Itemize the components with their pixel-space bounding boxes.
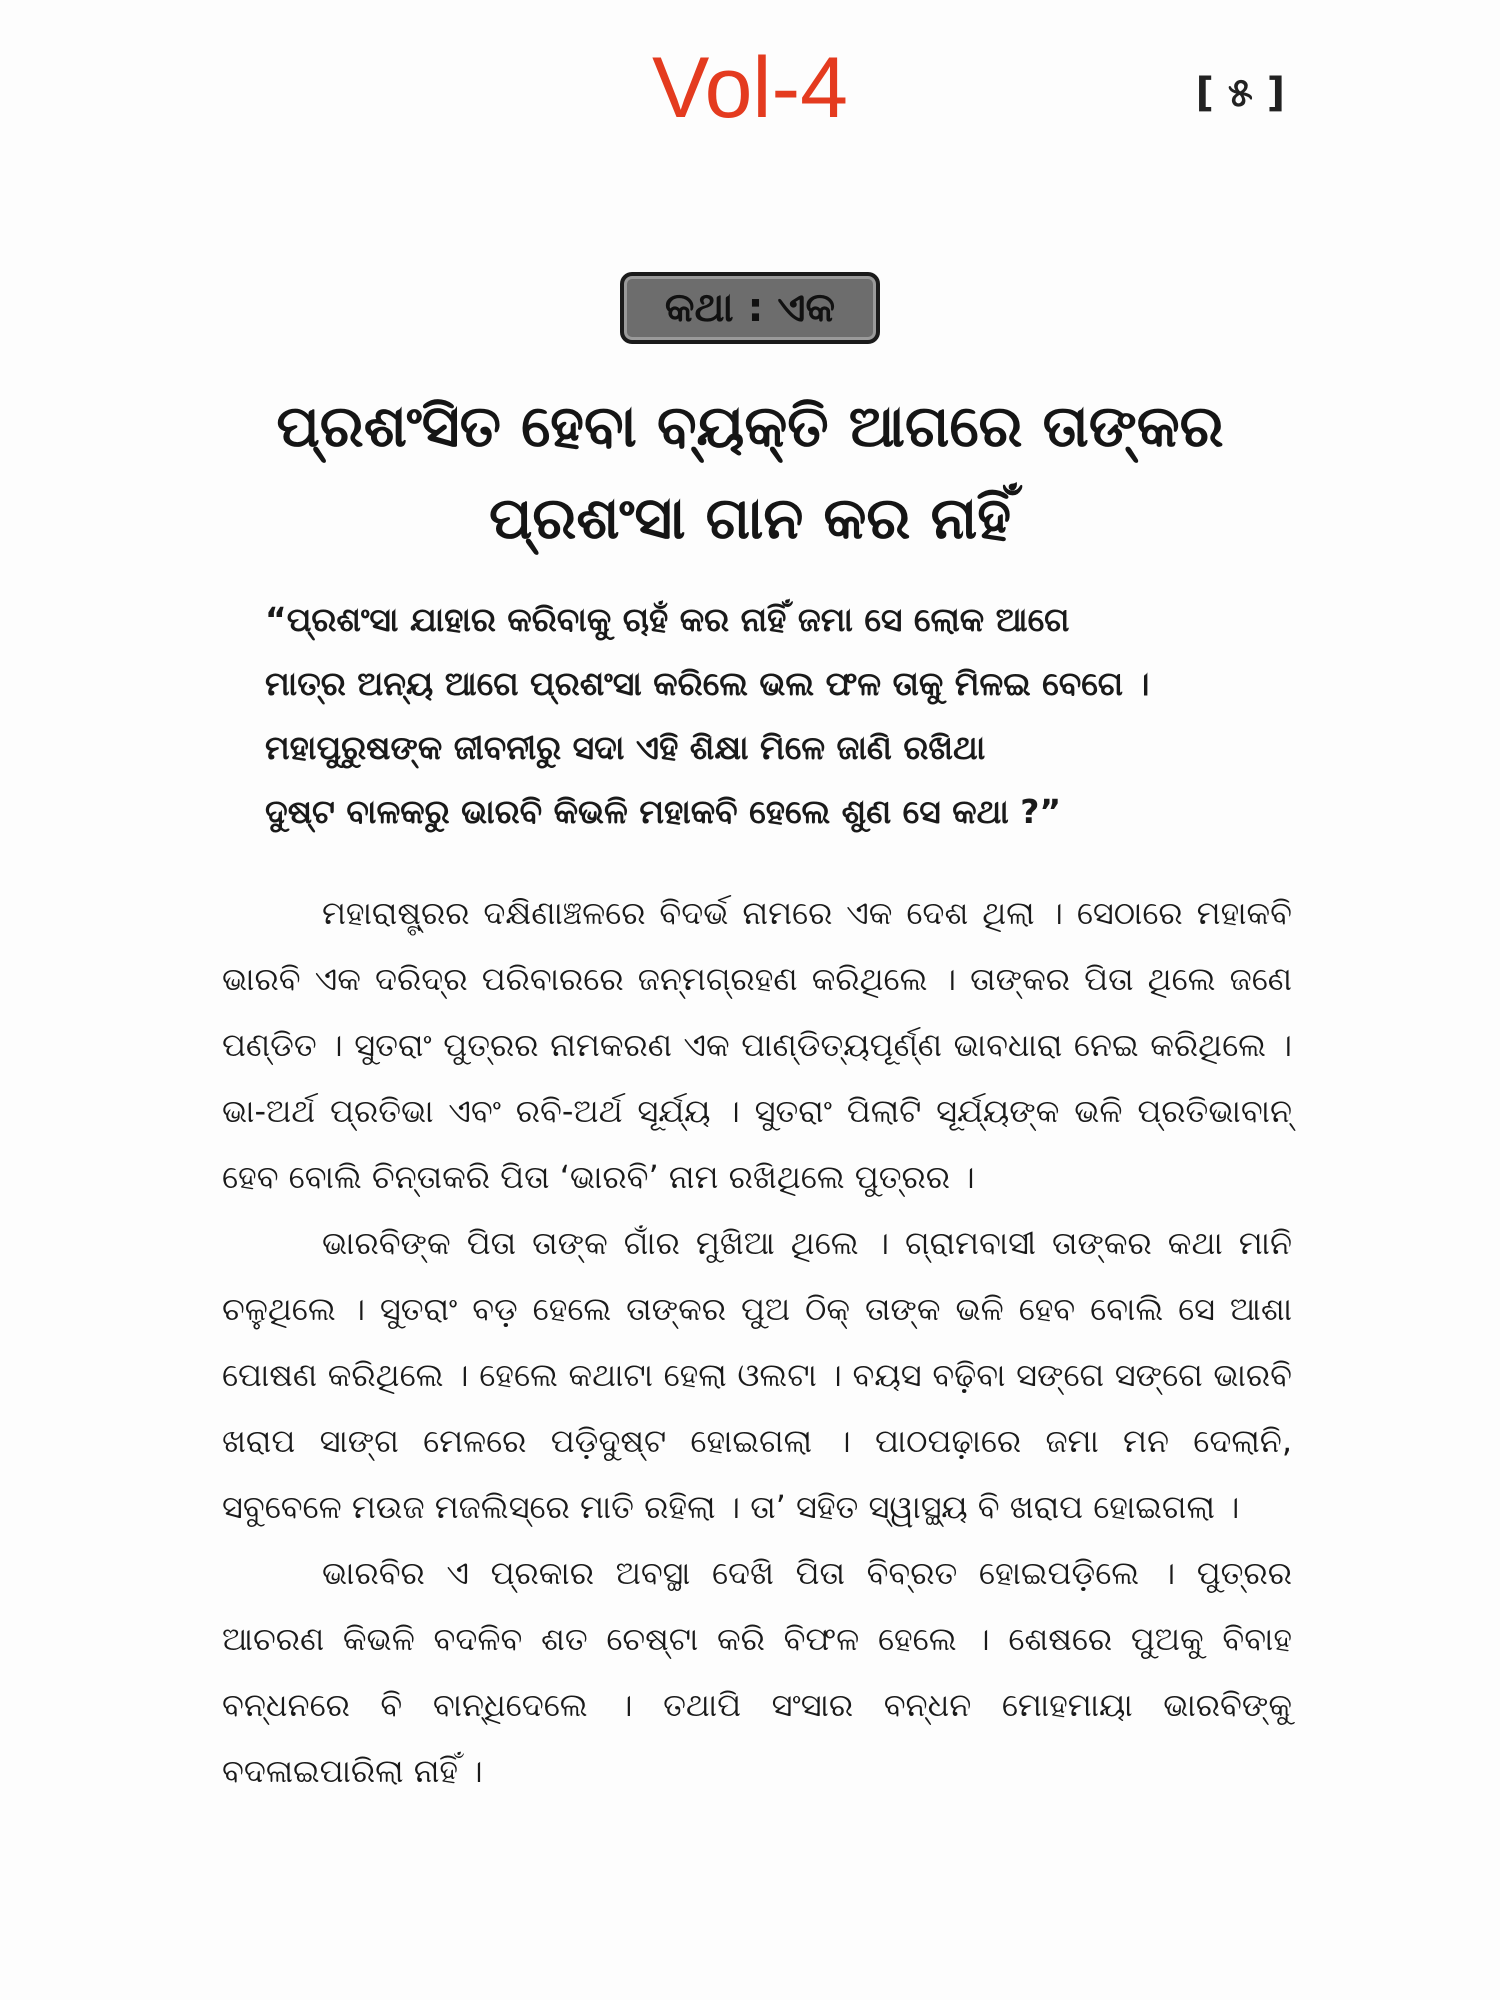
page-number: [ ୫ ] [1195, 70, 1285, 116]
volume-label: Vol-4 [651, 40, 849, 136]
verse-line: “ପ୍ରଶଂସା ଯାହାର କରିବାକୁ ଚାହଁ କର ନାହିଁ ଜମା ସେ ଲୋକ ଆଗେ [265, 600, 1070, 639]
story-title-line-1: ପ୍ରଶଂସିତ ହେବା ବ୍ୟକ୍ତି ଆଗରେ ତାଙ୍କର [276, 392, 1224, 460]
verse-line: ଦୁଷ୍ଟ ବାଳକରୁ ଭାରବି କିଭଳି ମହାକବି ହେଲେ ଶୁଣ ସେ କଥା ?” [265, 792, 1062, 831]
paragraph: ଭାରବିଙ୍କ ପିତା ତାଙ୍କ ଗାଁର ମୁଖିଆ ଥିଲେ । ଗ୍ରାମବାସୀ ତାଙ୍କର କଥା ମାନି ଚଳୁଥିଲେ । ସୁତରାଂ ବଡ଼ ହେଲେ ତାଙ୍କର ପୁଅ ଠିକ୍ ତାଙ୍କ ଭଳି ହେବ ବୋଲି ସେ ଆଶା ପୋଷଣ କରିଥିଲେ । ହେଲେ କଥାଟା ହେଲା ଓଲଟା । ବୟସ ବଢ଼ିବା ସଙ୍ଗେ ସଙ୍ଗେ ଭାରବି ଖରାପ ସାଙ୍ଗ ମେଳରେ ପଡ଼ିଦୁଷ୍ଟ ହୋଇଗଲା । ପାଠପଢ଼ାରେ ଜମା ମନ ଦେଲାନି, ସବୁବେଳେ ମଉଜ ମଜଲିସ୍‌ରେ ମାତି ରହିଲା । ତା’ ସହିତ ସ୍ୱାସ୍ଥ୍ୟ ବି ଖରାପ ହୋଇଗଲା । [222, 1224, 1292, 1526]
verse-block [265, 588, 1265, 844]
paragraph: ଭାରବିର ଏ ପ୍ରକାର ଅବସ୍ଥା ଦେଖି ପିତା ବିବ୍ରତ ହୋଇପଡ଼ିଲେ । ପୁତ୍ରର ଆଚରଣ କିଭଳି ବଦଳିବ ଶତ ଚେଷ୍ଟା କରି ବିଫଳ ହେଲେ । ଶେଷରେ ପୁଅକୁ ବିବାହ ବନ୍ଧନରେ ବି ବାନ୍ଧିଦେଲେ । ତଥାପି ସଂସାର ବନ୍ଧନ ମୋହମାୟା ଭାରବିଙ୍କୁ ବଦଳାଇପାରିଲା ନାହିଁ । [222, 1554, 1292, 1790]
paragraph: ମହାରାଷ୍ଟ୍ରର ଦକ୍ଷିଣାଞ୍ଚଳରେ ବିଦର୍ଭ ନାମରେ ଏକ ଦେଶ ଥିଲା । ସେଠାରେ ମହାକବି ଭାରବି ଏକ ଦରିଦ୍ର ପରିବାରରେ ଜନ୍ମଗ୍ରହଣ କରିଥିଲେ । ତାଙ୍କର ପିତା ଥିଲେ ଜଣେ ପଣ୍ଡିତ । ସୁତରାଂ ପୁତ୍ରର ନାମକରଣ ଏକ ପାଣ୍ଡିତ୍ୟପୂର୍ଣ୍ଣ ଭାବଧାରା ନେଇ କରିଥିଲେ । ଭା-ଅର୍ଥ ପ୍ରତିଭା ଏବଂ ରବି-ଅର୍ଥ ସୂର୍ଯ୍ୟ । ସୁତରାଂ ପିଲାଟି ସୂର୍ଯ୍ୟଙ୍କ ଭଳି ପ୍ରତିଭାବାନ୍ ହେବ ବୋଲି ଚିନ୍ତାକରି ପିତା ‘ଭାରବି’ ନାମ ରଖିଥିଲେ ପୁତ୍ରର । [222, 894, 1292, 1196]
story-title-line-2: ପ୍ରଶଂସା ଗାନ କର ନାହିଁ [488, 484, 1012, 552]
story-body [222, 880, 1292, 1804]
verse-line: ମାତ୍ର ଅନ୍ୟ ଆଗେ ପ୍ରଶଂସା କରିଲେ ଭଲ ଫଳ ତାକୁ ମିଳଇ ବେଗେ । [265, 664, 1150, 703]
story-number-badge: କଥା : ଏକ [620, 272, 880, 344]
story-title [150, 380, 1350, 564]
verse-line: ମହାପୁରୁଷଙ୍କ ଜୀବନୀରୁ ସଦା ଏହି ଶିକ୍ଷା ମିଳେ ଜାଣି ରଖିଥା [265, 728, 986, 767]
